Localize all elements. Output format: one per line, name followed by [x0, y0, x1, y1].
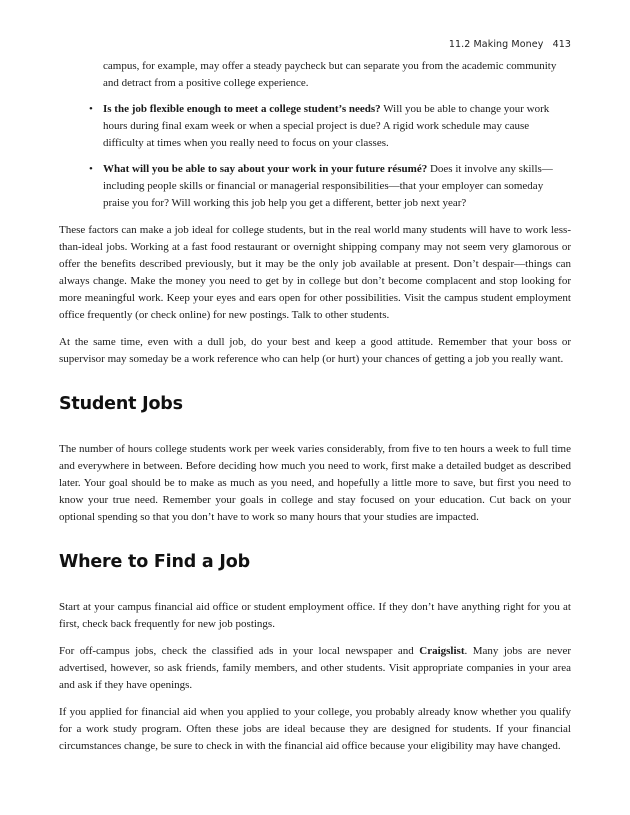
paragraph: The number of hours college students work per week varies considerably, from five to ten hours a week to full time and everywhere in between. Before deciding how much you need to work, first make a detailed budget as described later. Your goal should be to make as much as you need, and hopefully a little more to save, but first you need to know your true need. Remember your goals in college and stay focused on your education. Cut back on your optional spending so that you don’t have to work so many hours that your studies are impacted.	[59, 443, 571, 523]
paragraph: At the same time, even with a dull job, do your best and keep a good attitude. Remember that your boss or supervisor may someday be a work reference who can help (or hurt) your chances of getting a job you really want.	[59, 336, 571, 365]
page-content	[59, 58, 571, 765]
running-header	[449, 39, 571, 50]
bullet-question: What will you be able to say about your work in your future résumé?	[103, 163, 428, 175]
list-item	[89, 161, 571, 212]
list-item	[89, 101, 571, 152]
paragraph-text: . Many jobs are never advertised, however, so ask friends, family members, and other students. Visit appropriate companies in your area and ask if they have openings.	[59, 645, 572, 691]
paragraph-text: For off-campus jobs, check the classified ads in your local newspaper and	[59, 645, 420, 657]
section-heading-find-job: Where to Find a Job	[59, 552, 250, 572]
paragraph: Start at your campus financial aid office or student employment office. If they don’t have anything right for you at first, check back frequently for new job postings.	[59, 601, 571, 630]
bullet-icon: •	[89, 163, 93, 175]
craigslist-link[interactable]: Craigslist	[419, 645, 465, 657]
bullet-question: Is the job flexible enough to meet a college student’s needs?	[103, 103, 381, 115]
criteria-list	[59, 101, 571, 212]
bullet-continuation: campus, for example, may offer a steady paycheck but can separate you from the academic community and detract from a positive college experience.	[103, 60, 557, 89]
paragraph: These factors can make a job ideal for college students, but in the real world many students will have to work less-than-ideal jobs. Working at a fast food restaurant or overnight shipping company may not seem very glamorous or offer the benefits described previously, but it may be the only job available at present. Don’t despair—things can always change. Make the money you need to get by in college but don’t become complacent and stop looking for more meaningful work. Keep your eyes and ears open for other possibilities. Visit the campus student employment office frequently (or check online) for new postings. Talk to other students.	[59, 224, 571, 321]
bullet-text: Will you be able to change your work hours during final exam week or when a special project is due? A rigid work schedule may cause difficulty at times when you really need to focus on your classes.	[103, 103, 550, 149]
page-number: 413	[552, 39, 571, 50]
section-heading-student-jobs: Student Jobs	[59, 394, 183, 414]
paragraph: If you applied for financial aid when you applied to your college, you probably already know whether you qualify for a work study program. Often these jobs are ideal because they are designed for students. If your financial circumstances change, be sure to check in with the financial aid office because your eligibility may have changed.	[59, 706, 571, 752]
bullet-text: Does it involve any skills—including people skills or financial or managerial responsibilities—that your employer can someday praise you for? Will working this job help you get a different, better job next year?	[103, 163, 553, 209]
bullet-icon: •	[89, 103, 93, 115]
paragraph	[59, 643, 571, 694]
header-section-title: 11.2 Making Money	[448, 39, 544, 50]
